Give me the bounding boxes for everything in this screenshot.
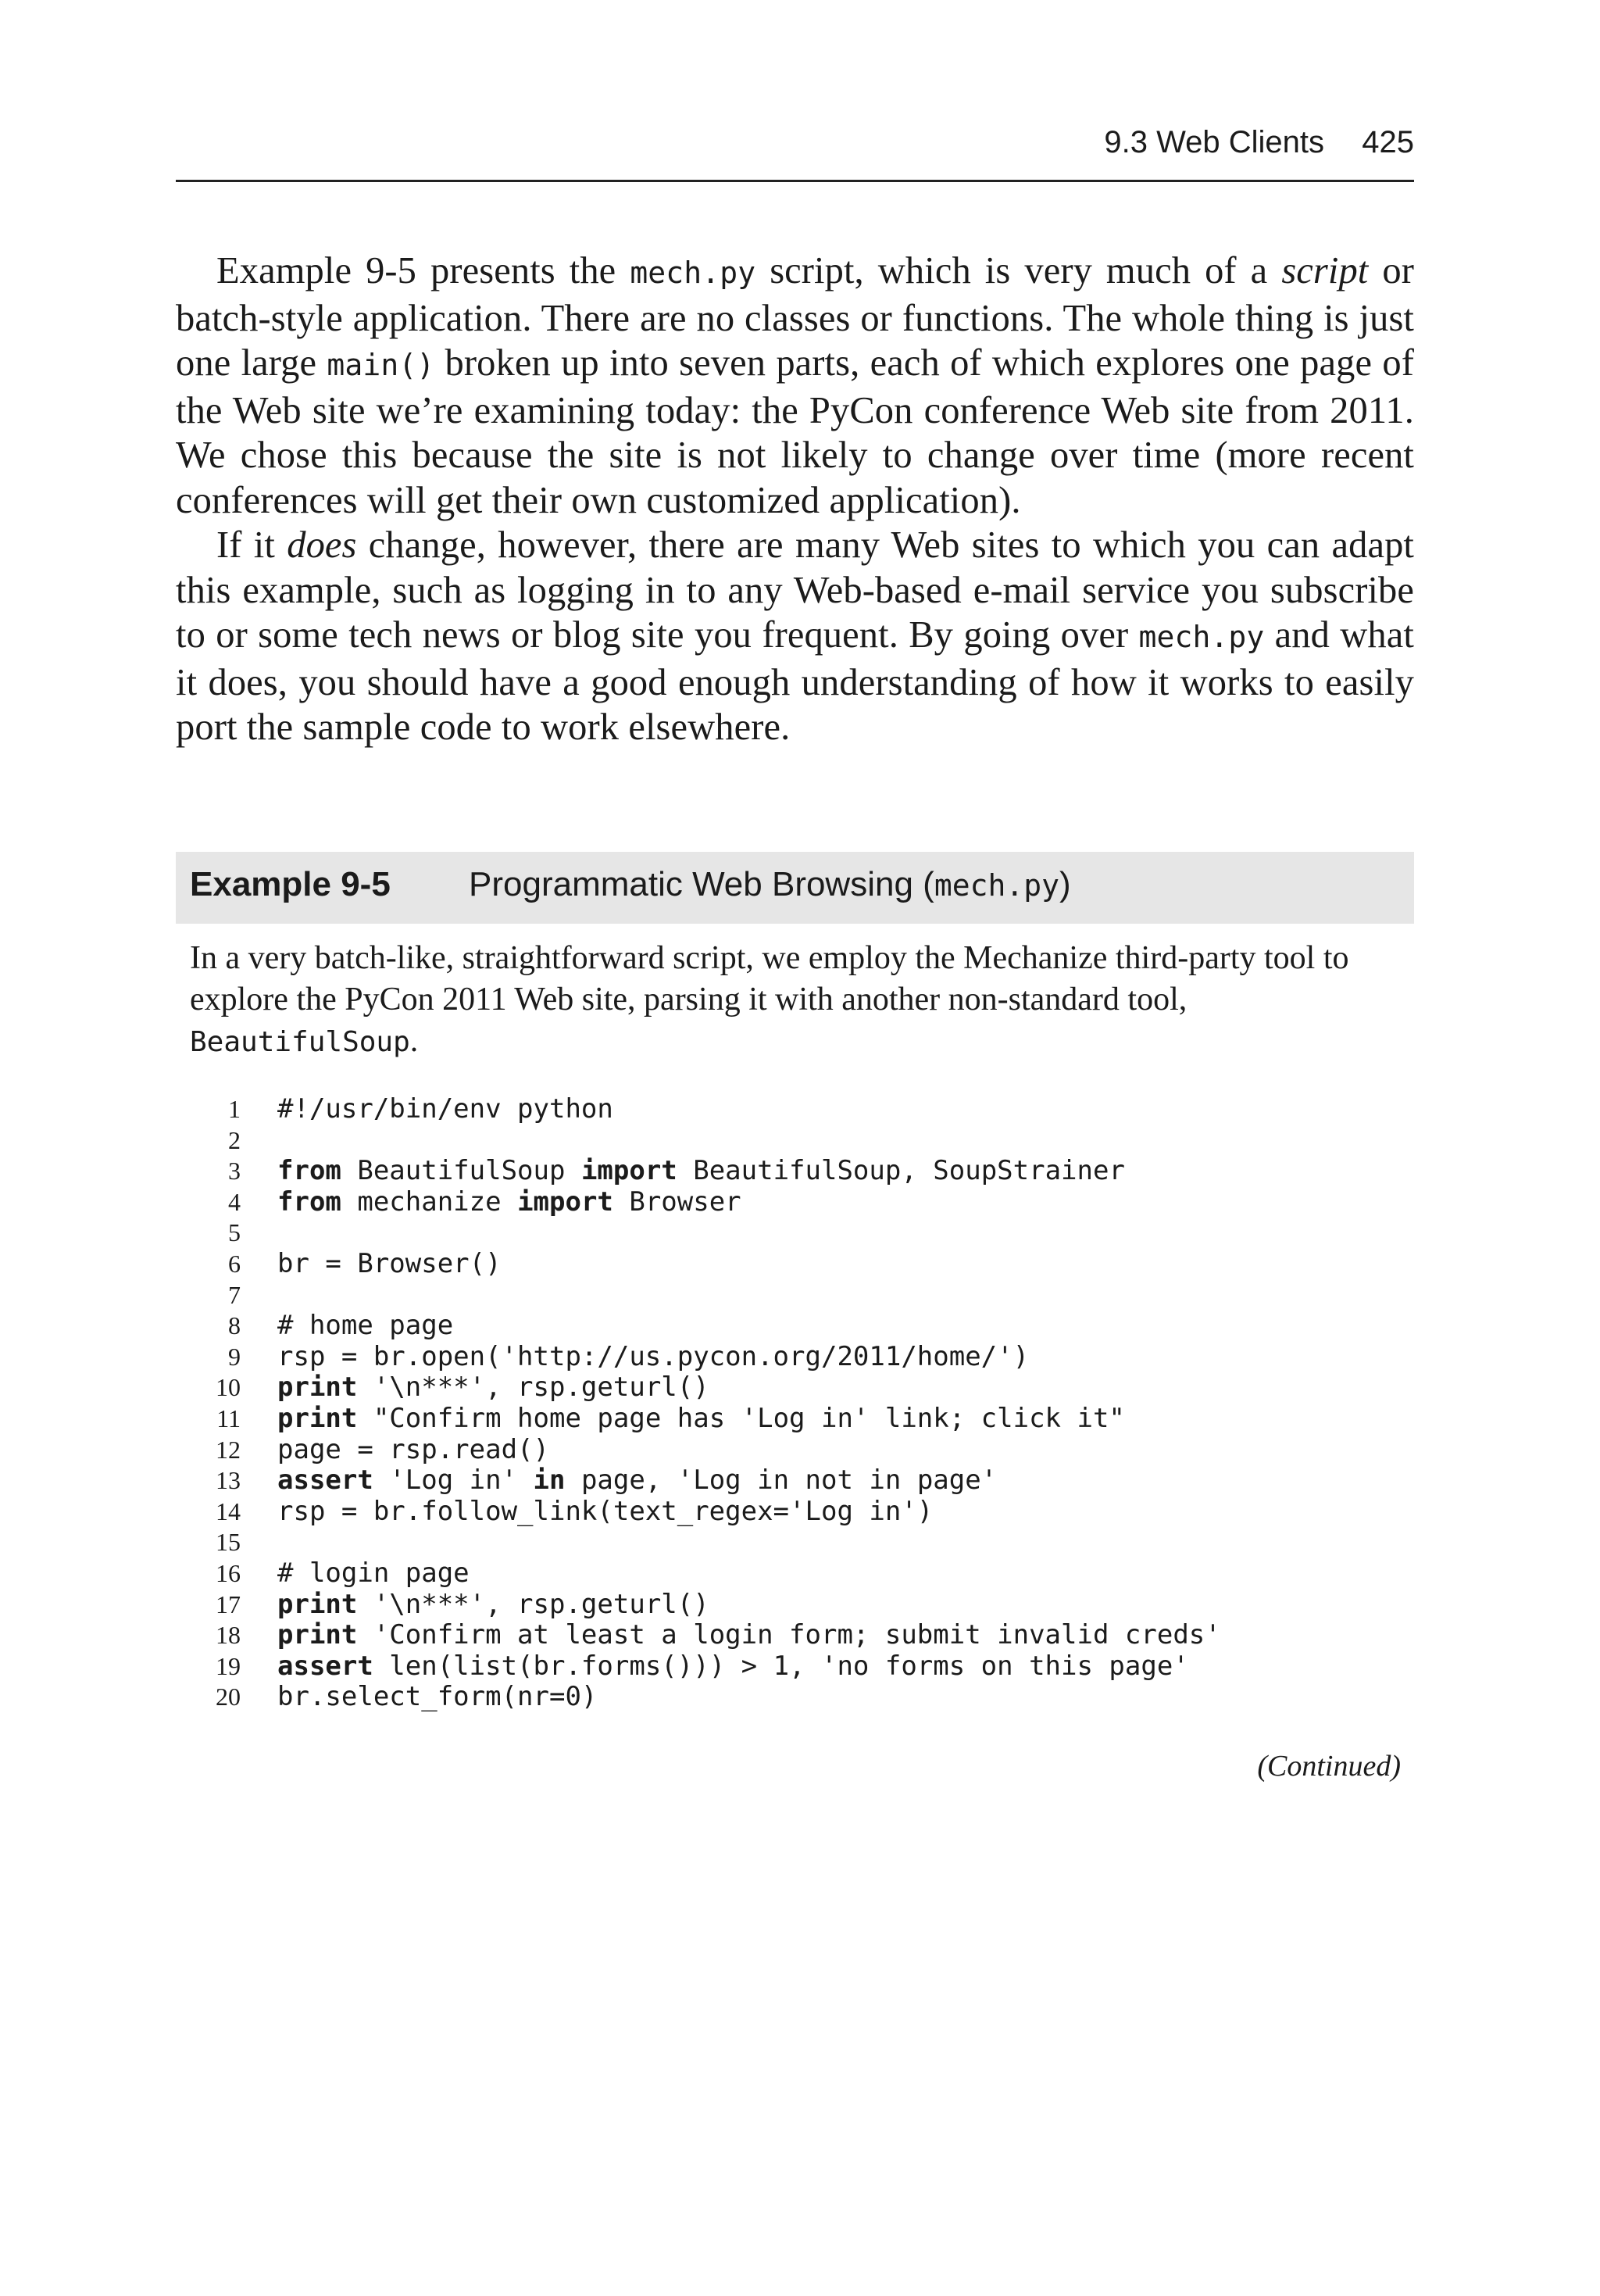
example-label: Example 9-5 — [190, 865, 391, 903]
code-line — [195, 1094, 1414, 1125]
line-number: 5 — [228, 1218, 241, 1247]
text-run: If it — [216, 524, 288, 566]
inline-code: BeautifulSoup — [190, 1026, 410, 1058]
code-segment: #!/usr/bin/env python — [277, 1093, 613, 1125]
code-segment: # login page — [277, 1557, 470, 1589]
code-keyword: import — [580, 1155, 677, 1187]
code-line — [195, 1249, 1414, 1280]
line-number: 20 — [216, 1683, 241, 1711]
code-segment: 'Log in' — [373, 1465, 534, 1497]
line-number: 2 — [228, 1125, 241, 1154]
code-text — [277, 1187, 741, 1218]
code-text — [277, 1372, 709, 1404]
code-segment: BeautifulSoup — [341, 1155, 581, 1187]
line-number: 12 — [216, 1435, 241, 1464]
code-segment: rsp = br.follow_link(text_regex='Log in') — [277, 1495, 934, 1527]
code-keyword: import — [517, 1186, 613, 1218]
line-number: 14 — [216, 1497, 241, 1525]
code-line — [195, 1558, 1414, 1590]
code-segment: '\n***', rsp.geturl() — [357, 1588, 709, 1620]
paragraph-1 — [176, 249, 1414, 523]
code-text — [277, 1651, 1189, 1683]
code-line — [195, 1125, 1414, 1157]
code-text — [277, 1311, 453, 1342]
caption-text: In a very batch-like, straightforward script, we employ the Mechanize third-party tool to explore the PyCon 2011 Web site, parsing it with another non-standard tool, — [190, 940, 1349, 1017]
example-title — [469, 865, 1071, 904]
code-line — [195, 1280, 1414, 1311]
code-line — [195, 1651, 1414, 1683]
code-keyword: assert — [277, 1465, 373, 1497]
code-keyword: print — [277, 1402, 358, 1434]
code-line — [195, 1311, 1414, 1342]
line-number: 3 — [228, 1157, 241, 1186]
body-text — [176, 249, 1414, 750]
code-segment: # home page — [277, 1310, 454, 1342]
example-header — [176, 852, 1414, 924]
code-text — [277, 1094, 613, 1125]
code-keyword: from — [277, 1186, 341, 1218]
inline-code: mech.py — [630, 256, 756, 290]
example-title-code: mech.py — [934, 868, 1059, 903]
caption-text: . — [409, 1023, 419, 1059]
example-title-text: Programmatic Web Browsing ( — [469, 865, 934, 903]
code-segment: br.select_form(nr=0) — [277, 1681, 598, 1713]
code-text — [277, 1249, 502, 1280]
line-number: 13 — [216, 1466, 241, 1495]
code-segment: Browser — [612, 1186, 741, 1218]
example-caption — [190, 938, 1362, 1063]
code-line — [195, 1435, 1414, 1466]
code-segment: 'Confirm at least a login form; submit invalid creds' — [357, 1619, 1221, 1651]
line-number: 18 — [216, 1621, 241, 1650]
code-line — [195, 1590, 1414, 1621]
code-line — [195, 1497, 1414, 1528]
code-segment: '\n***', rsp.geturl() — [357, 1372, 709, 1404]
line-number: 11 — [216, 1404, 241, 1432]
section-title: 9.3 Web Clients — [1104, 125, 1324, 159]
code-segment: br = Browser() — [277, 1247, 502, 1279]
code-text — [277, 1682, 597, 1713]
line-number: 17 — [216, 1590, 241, 1618]
code-line — [195, 1156, 1414, 1187]
line-number: 7 — [228, 1280, 241, 1309]
line-number: 4 — [228, 1187, 241, 1216]
code-segment: rsp = br.open('http://us.pycon.org/2011/home/') — [277, 1340, 1030, 1372]
code-keyword: from — [277, 1155, 341, 1187]
code-text — [277, 1465, 997, 1497]
code-line — [195, 1404, 1414, 1435]
text-run: and what it does, you should have a good enough understanding of how it works to easily port the sample code to work elsewhere. — [176, 614, 1414, 748]
line-number: 10 — [216, 1373, 241, 1402]
code-line — [195, 1620, 1414, 1651]
code-line — [195, 1342, 1414, 1373]
code-text — [277, 1404, 1125, 1435]
emphasis: script — [1281, 250, 1369, 291]
inline-code: mech.py — [1138, 620, 1265, 654]
code-line — [195, 1682, 1414, 1713]
paragraph-2 — [176, 523, 1414, 750]
text-run: change, however, there are many Web sites to which you can adapt this example, such as logging in to any Web-based e-mail service you subscribe to or some tech news or blog site you frequent. By going over — [176, 524, 1414, 656]
text-run: or batch-style application. There are no classes or functions. The whole thing is just one large — [176, 250, 1414, 384]
line-number: 16 — [216, 1558, 241, 1587]
line-number: 8 — [228, 1311, 241, 1340]
code-text — [277, 1342, 1029, 1373]
code-line — [195, 1372, 1414, 1404]
code-keyword: in — [533, 1465, 566, 1497]
code-text — [277, 1497, 933, 1528]
code-keyword: assert — [277, 1650, 373, 1682]
code-text — [277, 1590, 709, 1621]
code-segment: mechanize — [341, 1186, 518, 1218]
code-segment: "Confirm home page has 'Log in' link; click it" — [357, 1402, 1125, 1434]
code-line — [195, 1218, 1414, 1249]
line-number: 9 — [228, 1342, 241, 1371]
running-head — [176, 117, 1414, 182]
code-listing — [195, 1094, 1414, 1713]
code-keyword: print — [277, 1588, 358, 1620]
emphasis: does — [287, 524, 357, 566]
code-segment: page = rsp.read() — [277, 1433, 549, 1465]
text-run: script, which is very much of a — [755, 250, 1282, 291]
line-number: 19 — [216, 1651, 241, 1680]
example-title-end: ) — [1059, 865, 1071, 903]
code-keyword: print — [277, 1372, 358, 1404]
inline-code: main() — [327, 348, 435, 382]
code-line — [195, 1465, 1414, 1497]
code-segment: page, 'Log in not in page' — [565, 1465, 998, 1497]
code-segment: len(list(br.forms())) > 1, 'no forms on this page' — [373, 1650, 1189, 1682]
code-text — [277, 1620, 1221, 1651]
code-segment: BeautifulSoup, SoupStrainer — [677, 1155, 1125, 1187]
line-number: 15 — [216, 1528, 241, 1557]
line-number: 1 — [228, 1095, 241, 1123]
code-line — [195, 1527, 1414, 1558]
line-number: 6 — [228, 1249, 241, 1278]
code-text — [277, 1435, 549, 1466]
code-keyword: print — [277, 1619, 358, 1651]
code-text — [277, 1558, 470, 1590]
continued-note: (Continued) — [1257, 1750, 1401, 1783]
text-run: broken up into seven parts, each of which explores one page of the Web site we’re examining today: the PyCon conference Web site from 2011. We chose this because the site is not likely to change over time (more recent conferences will get their own customized application). — [176, 342, 1414, 521]
code-text — [277, 1156, 1125, 1187]
text-run: Example 9-5 presents the — [216, 250, 630, 291]
page-number: 425 — [1362, 125, 1414, 159]
code-line — [195, 1187, 1414, 1218]
